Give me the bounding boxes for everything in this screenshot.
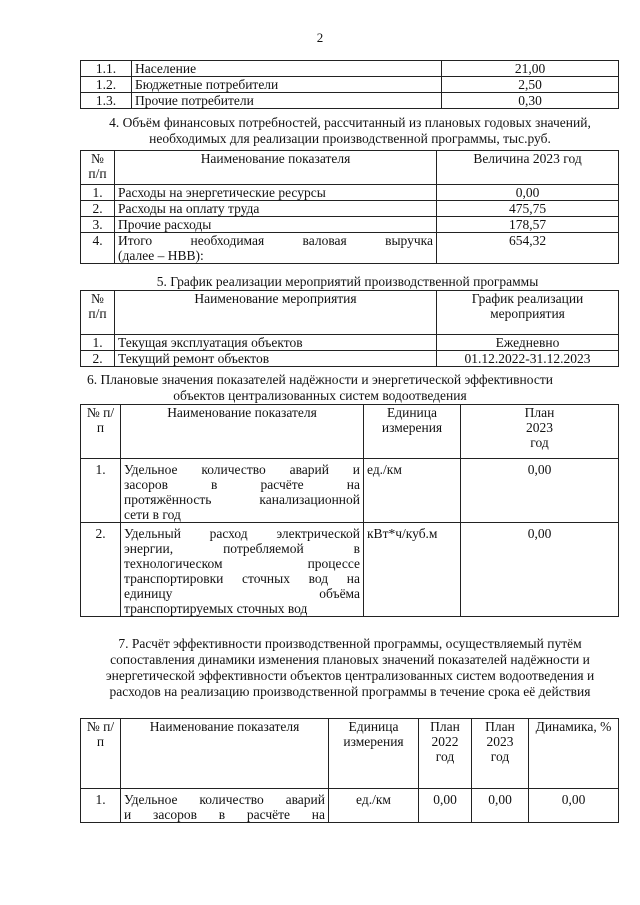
row-unit: ед./км xyxy=(329,789,419,823)
section-5-title: 5. График реализации мероприятий производственной программы xyxy=(156,274,539,289)
row-number: 4. xyxy=(81,233,115,264)
reliability-table xyxy=(80,404,619,617)
row-value: 21,00 xyxy=(442,61,619,77)
row-number: 1. xyxy=(81,789,121,823)
row-number: 2. xyxy=(81,201,115,217)
row-number: 1.1. xyxy=(81,61,132,77)
table-header xyxy=(81,291,619,335)
row-name-line: единицу объёма xyxy=(124,586,360,601)
row-plan-2023: 0,00 xyxy=(472,789,529,823)
table-row xyxy=(81,61,619,77)
page-number: 2 xyxy=(316,30,324,45)
row-name xyxy=(121,789,329,823)
row-name-line: и засоров в расчёте на xyxy=(124,807,325,822)
row-name-line: энергии, потребляемой в xyxy=(124,541,360,556)
row-value: 0,00 xyxy=(461,523,619,617)
header-name: Наименование показателя xyxy=(121,405,364,459)
row-value: 0,00 xyxy=(461,459,619,523)
row-name-line: Удельное количество аварий и xyxy=(124,462,360,477)
row-name-line: технологическом процессе xyxy=(124,556,360,571)
row-name-line: протяжённость канализационной xyxy=(124,492,360,507)
consumers-table xyxy=(80,60,619,109)
row-value: 178,57 xyxy=(437,217,619,233)
row-name-line: Удельное количество аварий xyxy=(124,792,325,807)
header-unit: Единица измерения xyxy=(329,719,419,789)
header-schedule: График реализации мероприятия xyxy=(437,291,619,335)
table-header xyxy=(81,405,619,459)
table-row xyxy=(81,217,619,233)
row-name xyxy=(115,233,437,264)
row-number: 1.3. xyxy=(81,93,132,109)
row-number: 1. xyxy=(81,459,121,523)
table-row xyxy=(81,335,619,351)
section-7-title: 7. Расчёт эффективности производственной программы, осуществляемый путём сопоставления динамики изменения плановых значений показателей надёжности и энергетической эффективности объектов централизованных систем водоотведения и расходов на реализацию производственной программы в течение срока её действия xyxy=(105,636,595,699)
table-row xyxy=(81,233,619,264)
row-name-line: Итого необходимая валовая выручка xyxy=(118,233,433,248)
row-value: 475,75 xyxy=(437,201,619,217)
table-row xyxy=(81,351,619,367)
row-value: Ежедневно xyxy=(437,335,619,351)
row-name: Текущий ремонт объектов xyxy=(115,351,437,367)
section-6-title: 6. Плановые значения показателей надёжности и энергетической эффективности объектов централизованных систем водоотведения xyxy=(87,372,553,403)
row-name: Бюджетные потребители xyxy=(132,77,442,93)
table-row xyxy=(81,77,619,93)
row-unit: кВт*ч/куб.м xyxy=(364,523,461,617)
row-number: 2. xyxy=(81,523,121,617)
table-row xyxy=(81,523,619,617)
row-name: Население xyxy=(132,61,442,77)
row-name-line: транспортировки сточных вод на xyxy=(124,571,360,586)
header-number: № п/п xyxy=(81,291,115,335)
header-plan-2022: План 2022 год xyxy=(419,719,472,789)
schedule-table xyxy=(80,290,619,367)
table-header xyxy=(81,719,619,789)
header-name: Наименование показателя xyxy=(121,719,329,789)
table-row xyxy=(81,459,619,523)
row-name-line: засоров в расчёте на xyxy=(124,477,360,492)
row-number: 2. xyxy=(81,351,115,367)
row-name: Прочие потребители xyxy=(132,93,442,109)
row-number: 1. xyxy=(81,185,115,201)
row-plan-2022: 0,00 xyxy=(419,789,472,823)
table-row xyxy=(81,185,619,201)
row-name: Текущая эксплуатация объектов xyxy=(115,335,437,351)
row-name-line: сети в год xyxy=(124,507,181,522)
header-number: № п/п xyxy=(81,719,121,789)
row-name xyxy=(121,459,364,523)
row-number: 1.2. xyxy=(81,77,132,93)
table-header xyxy=(81,151,619,185)
row-value: 2,50 xyxy=(442,77,619,93)
header-name: Наименование мероприятия xyxy=(115,291,437,335)
header-number: № п/п xyxy=(81,151,115,185)
row-number: 1. xyxy=(81,335,115,351)
row-value: 0,00 xyxy=(437,185,619,201)
header-unit: Единица измерения xyxy=(364,405,461,459)
row-value: 0,30 xyxy=(442,93,619,109)
efficiency-table xyxy=(80,718,619,823)
row-number: 3. xyxy=(81,217,115,233)
row-value: 654,32 xyxy=(437,233,619,264)
row-dynamics: 0,00 xyxy=(529,789,619,823)
row-unit: ед./км xyxy=(364,459,461,523)
header-name: Наименование показателя xyxy=(115,151,437,185)
table-row xyxy=(81,789,619,823)
table-row xyxy=(81,93,619,109)
row-value: 01.12.2022-31.12.2023 xyxy=(437,351,619,367)
header-plan-2023: План 2023 год xyxy=(472,719,529,789)
row-name: Расходы на энергетические ресурсы xyxy=(115,185,437,201)
header-value: Величина 2023 год xyxy=(437,151,619,185)
section-4-title: 4. Объём финансовых потребностей, рассчитанный из плановых годовых значений, необходимых для реализации производственной программы, тыс.руб. xyxy=(109,115,591,146)
row-name-line: транспортируемых сточных вод xyxy=(124,601,308,616)
row-name: Прочие расходы xyxy=(115,217,437,233)
row-name-line: (далее – НВВ): xyxy=(118,248,204,263)
header-dynamics: Динамика, % xyxy=(529,719,619,789)
header-number: № п/п xyxy=(81,405,121,459)
row-name: Расходы на оплату труда xyxy=(115,201,437,217)
financial-needs-table xyxy=(80,150,619,264)
table-row xyxy=(81,201,619,217)
row-name-line: Удельный расход электрической xyxy=(124,526,360,541)
row-name xyxy=(121,523,364,617)
header-plan: План 2023 год xyxy=(461,405,619,459)
